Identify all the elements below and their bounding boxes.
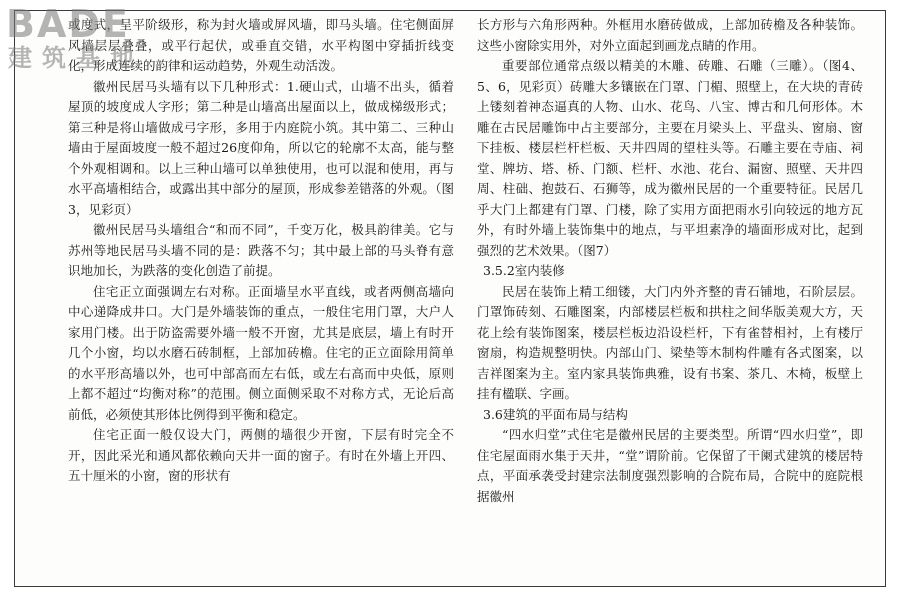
left-column: [68, 15, 454, 487]
section-heading-3-5-2: 3.5.2室内装修: [483, 263, 565, 278]
left-paragraph-3: 徽州民居马头墙组合“和而不同”，千变万化，极具韵律美。它与苏州等地民居马头墙不同的是：跌落不匀；其中最上部的马头脊有意识地加长，为跌落的变化创造了前提。: [68, 222, 454, 278]
left-paragraph-2: 徽州民居马头墙有以下几种形式：1.硬山式，山墙不出头，循着屋顶的坡度成人字形；第二种是山墙高出屋面以上，做成梯级形式；第三种是将山墙做成弓字形，多用于内庭院小筑。其中第二、三种山墙由于屋面坡度一般不超过26度仰角，所以它的轮廓不太高，能与整个外观相调和。以上三种山墙可以单独使用，也可以混和使用，再与水平高墙相结合，或露出其中部分的屋顶，形成参差错落的外观。（图3，见彩页）: [68, 78, 454, 217]
watermark-latin-text: BADE: [6, 2, 130, 46]
watermark-cjk-text: 建筑基地: [8, 44, 144, 72]
right-paragraph-3: 民居在装饰上精工细镂，大门内外齐整的青石铺地，石阶层层。门罩饰砖刻、石雕图案，内部楼层栏板和拱柱之间华版美观大方，天花上绘有装饰图案，楼层栏板边沿设栏杆，下有雀替相衬，上有楼厅窗扇，构造规整明快。内部山门、梁垫等木制构件雕有各式图案，以吉祥图案为主。室内家具装饰典雅，设有书案、茶几、木椅，板壁上挂有楹联、字画。: [477, 283, 863, 401]
left-paragraph-5: 住宅正面一般仅设大门，两侧的墙很少开窗，下层有时完全不开，因此采光和通风都依赖向天井一面的窗子。有时在外墙上开四、五十厘米的小窗，窗的形状有: [68, 427, 454, 483]
section-heading-3-6: 3.6建筑的平面布局与结构: [483, 406, 628, 422]
right-paragraph-2: 重要部位通常点级以精美的木雕、砖雕、石雕（三雕）。（图4、5、6，见彩页）砖雕大多镶嵌在门罩、门楣、照壁上，在大块的青砖上镂刻着神态逼真的人物、山水、花鸟、八宝、博古和几何形体。木雕在古民居雕饰中占主要部分，主要在月梁头上、平盘头、窗扇、窗下挂板、楼层栏杆栏板、天井四周的望柱头等。石雕主要在寺庙、祠堂、牌坊、塔、桥、门额、栏杆、水池、花台、漏窗、照壁、天井四周、柱础、抱鼓石、石狮等，成为徽州民居的一个重要特征。民居几乎大门上都建有门罩、门楼，除了实用方面把雨水引向较远的地方瓦外，有时外墙上装饰集中的地点，与平坦素净的墙面形成对比，起到强烈的艺术效果。（图7）: [477, 58, 863, 258]
right-paragraph-4: “四水归堂”式住宅是徽州民居的主要类型。所谓“四水归堂”，即住宅屋面雨水集于天井，“堂”谓阶前。它保留了干阑式建筑的楼居特点，平面承袭受封建宗法制度强烈影响的合院布局，合院中的庭院根据徽州: [477, 427, 863, 504]
right-paragraph-1: 长方形与六角形两种。外框用水磨砖做成，上部加砖檐及各种装饰。这些小窗除实用外，对外立面起到画龙点睛的作用。: [477, 17, 863, 53]
left-paragraph-4: 住宅正立面强调左右对称。正面墙呈水平直线，或者两侧高墙向中心递降成井口。大门是外墙装饰的重点，一般住宅用门罩，大户人家用门楼。出于防盗需要外墙一般不开窗，尤其是底层，墙上有时开几个小窗，均以水磨石砖制框，上部加砖檐。住宅的正立面除用简单的水平形高墙以外，也可中部高而左右低，或左右高而中央低，原则上都不超过“均衡对称”的范围。侧立面侧采取不对称方式，无论后高前低，必须使其形体比例得到平衡和稳定。: [68, 283, 454, 422]
left-paragraph-1: 或度式，呈平阶级形，称为封火墙或屏风墙，即马头墙。住宅侧面屏风墙层层叠叠，或平行起伏，或垂直交错，水平构图中穿插折线变化，形成连续的韵律和运动趋势，外观生动活泼。: [68, 17, 454, 73]
right-column: [477, 15, 863, 507]
page-frame: [14, 10, 886, 587]
